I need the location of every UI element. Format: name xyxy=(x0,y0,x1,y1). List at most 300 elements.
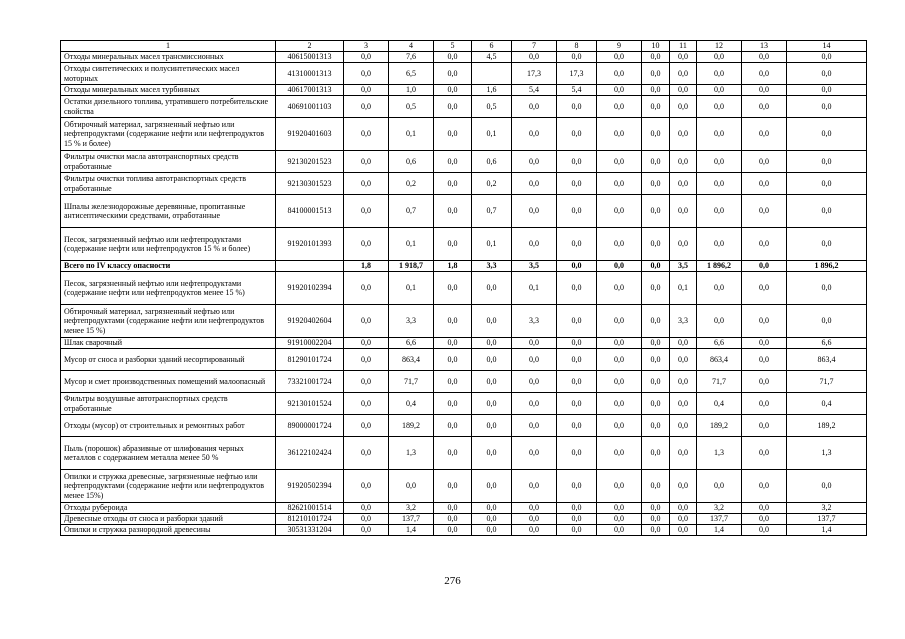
value-cell: 0,0 xyxy=(557,228,597,261)
value-cell: 0,0 xyxy=(512,437,557,470)
value-cell: 0,0 xyxy=(742,393,787,415)
value-cell: 0,0 xyxy=(597,525,642,536)
value-cell: 0,0 xyxy=(344,52,389,63)
value-cell: 0,0 xyxy=(472,349,512,371)
waste-name-cell: Шпалы железнодорожные деревянные, пропитанные антисептическими средствами, отработанные xyxy=(61,195,276,228)
value-cell: 0,1 xyxy=(389,228,434,261)
value-cell: 1,3 xyxy=(787,437,867,470)
value-cell: 1,3 xyxy=(389,437,434,470)
value-cell: 0,0 xyxy=(512,228,557,261)
value-cell: 0,1 xyxy=(472,228,512,261)
value-cell: 0,0 xyxy=(434,96,472,118)
value-cell: 0,0 xyxy=(670,63,697,85)
value-cell: 0,0 xyxy=(472,514,512,525)
value-cell: 0,0 xyxy=(742,85,787,96)
value-cell: 17,3 xyxy=(557,63,597,85)
waste-code-cell: 89000001724 xyxy=(276,415,344,437)
waste-code-cell: 40615001313 xyxy=(276,52,344,63)
value-cell: 0,0 xyxy=(472,415,512,437)
value-cell: 0,0 xyxy=(512,338,557,349)
value-cell: 5,4 xyxy=(512,85,557,96)
value-cell: 0,0 xyxy=(742,470,787,503)
value-cell: 0,0 xyxy=(642,393,670,415)
value-cell: 0,0 xyxy=(742,96,787,118)
value-cell: 0,0 xyxy=(557,371,597,393)
value-cell: 71,7 xyxy=(389,371,434,393)
value-cell: 0,0 xyxy=(670,118,697,151)
value-cell: 0,0 xyxy=(670,195,697,228)
value-cell: 0,0 xyxy=(557,470,597,503)
value-cell: 0,0 xyxy=(434,415,472,437)
value-cell: 0,0 xyxy=(642,470,670,503)
waste-code-cell: 92130301523 xyxy=(276,173,344,195)
value-cell: 0,0 xyxy=(434,228,472,261)
value-cell: 0,1 xyxy=(472,118,512,151)
value-cell: 0,0 xyxy=(344,228,389,261)
value-cell: 0,0 xyxy=(642,338,670,349)
value-cell: 0,0 xyxy=(670,173,697,195)
value-cell: 0,0 xyxy=(642,305,670,338)
waste-name-cell: Фильтры воздушные автотранспортных средств отработанные xyxy=(61,393,276,415)
waste-name-cell: Опилки и стружка разнородной древесины xyxy=(61,525,276,536)
value-cell: 0,0 xyxy=(787,195,867,228)
value-cell: 0,0 xyxy=(389,470,434,503)
value-cell: 0,0 xyxy=(642,52,670,63)
value-cell: 0,0 xyxy=(597,96,642,118)
value-cell: 0,1 xyxy=(512,272,557,305)
table-row xyxy=(61,415,867,437)
waste-code-cell: 91920401603 xyxy=(276,118,344,151)
value-cell: 0,0 xyxy=(697,118,742,151)
value-cell: 0,0 xyxy=(557,173,597,195)
value-cell: 0,0 xyxy=(557,415,597,437)
value-cell: 137,7 xyxy=(389,514,434,525)
column-number: 5 xyxy=(434,41,472,52)
value-cell: 0,0 xyxy=(344,85,389,96)
table-row xyxy=(61,85,867,96)
value-cell: 0,0 xyxy=(742,261,787,272)
value-cell: 0,0 xyxy=(344,118,389,151)
value-cell: 3,3 xyxy=(472,261,512,272)
value-cell: 0,0 xyxy=(742,371,787,393)
waste-code-cell: 84100001513 xyxy=(276,195,344,228)
value-cell: 0,0 xyxy=(670,437,697,470)
value-cell: 0,0 xyxy=(642,371,670,393)
value-cell: 0,0 xyxy=(642,195,670,228)
value-cell: 0,0 xyxy=(597,52,642,63)
value-cell: 1,3 xyxy=(697,437,742,470)
value-cell: 3,3 xyxy=(670,305,697,338)
value-cell: 0,0 xyxy=(742,52,787,63)
value-cell: 0,0 xyxy=(597,514,642,525)
value-cell: 0,0 xyxy=(512,393,557,415)
table-row xyxy=(61,393,867,415)
value-cell: 863,4 xyxy=(389,349,434,371)
value-cell: 6,6 xyxy=(389,338,434,349)
value-cell: 0,0 xyxy=(344,272,389,305)
waste-name-cell: Отходы синтетических и полусинтетических масел моторных xyxy=(61,63,276,85)
value-cell: 0,0 xyxy=(557,195,597,228)
value-cell: 0,0 xyxy=(697,96,742,118)
value-cell: 189,2 xyxy=(697,415,742,437)
column-number: 1 xyxy=(61,41,276,52)
value-cell: 3,2 xyxy=(389,503,434,514)
value-cell: 0,0 xyxy=(787,52,867,63)
value-cell: 0,0 xyxy=(434,514,472,525)
value-cell: 0,0 xyxy=(642,151,670,173)
value-cell: 0,0 xyxy=(742,151,787,173)
value-cell: 0,0 xyxy=(434,151,472,173)
value-cell: 1,8 xyxy=(344,261,389,272)
waste-code-cell xyxy=(276,261,344,272)
table-row xyxy=(61,470,867,503)
value-cell: 0,0 xyxy=(344,338,389,349)
table-row xyxy=(61,96,867,118)
value-cell: 0,6 xyxy=(472,151,512,173)
value-cell: 3,5 xyxy=(670,261,697,272)
value-cell: 0,0 xyxy=(344,349,389,371)
column-number: 9 xyxy=(597,41,642,52)
value-cell: 0,4 xyxy=(697,393,742,415)
value-cell: 0,0 xyxy=(670,151,697,173)
value-cell: 0,0 xyxy=(434,272,472,305)
value-cell: 0,0 xyxy=(742,437,787,470)
value-cell: 0,0 xyxy=(697,52,742,63)
waste-code-cell: 91920101393 xyxy=(276,228,344,261)
value-cell: 0,0 xyxy=(697,151,742,173)
value-cell: 0,0 xyxy=(787,96,867,118)
value-cell: 0,0 xyxy=(642,85,670,96)
value-cell: 0,0 xyxy=(472,371,512,393)
value-cell: 0,0 xyxy=(742,272,787,305)
value-cell: 0,0 xyxy=(597,415,642,437)
column-number: 10 xyxy=(642,41,670,52)
value-cell: 0,0 xyxy=(787,118,867,151)
value-cell: 0,0 xyxy=(670,228,697,261)
value-cell: 0,0 xyxy=(787,272,867,305)
value-cell: 0,0 xyxy=(670,503,697,514)
waste-name-cell: Отходы рубероида xyxy=(61,503,276,514)
waste-name-cell: Опилки и стружка древесные, загрязненные нефтью или нефтепродуктами (содержание нефти или нефтепродуктов менее 15%) xyxy=(61,470,276,503)
value-cell: 0,0 xyxy=(742,195,787,228)
value-cell: 0,0 xyxy=(344,96,389,118)
value-cell: 0,0 xyxy=(512,96,557,118)
value-cell: 0,0 xyxy=(597,85,642,96)
value-cell: 3,3 xyxy=(512,305,557,338)
value-cell: 6,5 xyxy=(389,63,434,85)
value-cell: 4,5 xyxy=(472,52,512,63)
value-cell: 0,0 xyxy=(642,525,670,536)
value-cell: 0,0 xyxy=(512,514,557,525)
waste-name-cell: Всего по IV классу опасности xyxy=(61,261,276,272)
value-cell: 0,5 xyxy=(389,96,434,118)
value-cell: 0,0 xyxy=(597,261,642,272)
waste-code-cell: 40691001103 xyxy=(276,96,344,118)
value-cell: 71,7 xyxy=(697,371,742,393)
value-cell: 0,0 xyxy=(434,503,472,514)
value-cell: 0,0 xyxy=(597,338,642,349)
value-cell: 0,0 xyxy=(670,525,697,536)
value-cell: 189,2 xyxy=(787,415,867,437)
waste-name-cell: Песок, загрязненный нефтью или нефтепродуктами (содержание нефти или нефтепродуктов 15 % и более) xyxy=(61,228,276,261)
waste-name-cell: Обтирочный материал, загрязненный нефтью или нефтепродуктами (содержание нефти или нефтепродуктов менее 15 %) xyxy=(61,305,276,338)
value-cell: 0,0 xyxy=(742,173,787,195)
waste-code-cell: 81210101724 xyxy=(276,514,344,525)
value-cell: 0,4 xyxy=(787,393,867,415)
value-cell: 0,0 xyxy=(512,525,557,536)
value-cell: 0,0 xyxy=(344,437,389,470)
table-row xyxy=(61,195,867,228)
value-cell: 0,0 xyxy=(344,173,389,195)
value-cell: 0,0 xyxy=(557,118,597,151)
value-cell: 17,3 xyxy=(512,63,557,85)
value-cell: 0,0 xyxy=(742,118,787,151)
value-cell: 1,4 xyxy=(389,525,434,536)
table-row xyxy=(61,371,867,393)
waste-name-cell: Древесные отходы от сноса и разборки зданий xyxy=(61,514,276,525)
value-cell: 0,0 xyxy=(472,393,512,415)
value-cell: 0,7 xyxy=(472,195,512,228)
waste-name-cell: Отходы минеральных масел трансмиссионных xyxy=(61,52,276,63)
value-cell: 0,0 xyxy=(344,63,389,85)
value-cell: 0,0 xyxy=(344,371,389,393)
value-cell: 0,0 xyxy=(512,503,557,514)
value-cell: 0,0 xyxy=(742,63,787,85)
value-cell: 0,0 xyxy=(697,173,742,195)
value-cell: 0,0 xyxy=(597,371,642,393)
value-cell: 0,0 xyxy=(597,470,642,503)
waste-code-cell: 41310001313 xyxy=(276,63,344,85)
waste-code-cell: 91920102394 xyxy=(276,272,344,305)
value-cell: 0,0 xyxy=(557,272,597,305)
column-number: 11 xyxy=(670,41,697,52)
waste-name-cell: Мусор от сноса и разборки зданий несортированный xyxy=(61,349,276,371)
value-cell: 0,0 xyxy=(472,305,512,338)
value-cell: 0,0 xyxy=(344,525,389,536)
value-cell: 0,0 xyxy=(472,470,512,503)
value-cell: 0,0 xyxy=(434,338,472,349)
value-cell: 0,0 xyxy=(642,118,670,151)
waste-code-cell: 81290101724 xyxy=(276,349,344,371)
value-cell xyxy=(472,63,512,85)
value-cell: 0,0 xyxy=(670,415,697,437)
value-cell: 0,0 xyxy=(344,470,389,503)
waste-code-cell: 82621001514 xyxy=(276,503,344,514)
value-cell: 0,0 xyxy=(670,371,697,393)
value-cell: 0,0 xyxy=(742,349,787,371)
value-cell: 1 896,2 xyxy=(787,261,867,272)
value-cell: 6,6 xyxy=(787,338,867,349)
value-cell: 0,0 xyxy=(642,63,670,85)
value-cell: 0,0 xyxy=(344,305,389,338)
table-row xyxy=(61,514,867,525)
value-cell: 0,0 xyxy=(434,63,472,85)
column-number: 8 xyxy=(557,41,597,52)
value-cell: 0,0 xyxy=(472,503,512,514)
value-cell: 6,6 xyxy=(697,338,742,349)
column-number: 4 xyxy=(389,41,434,52)
value-cell: 0,0 xyxy=(642,173,670,195)
value-cell: 0,0 xyxy=(742,415,787,437)
value-cell: 0,0 xyxy=(642,96,670,118)
value-cell: 0,0 xyxy=(742,338,787,349)
value-cell: 0,0 xyxy=(670,393,697,415)
value-cell: 0,0 xyxy=(344,415,389,437)
value-cell: 0,0 xyxy=(670,349,697,371)
value-cell: 0,0 xyxy=(597,272,642,305)
column-number: 12 xyxy=(697,41,742,52)
value-cell: 0,0 xyxy=(670,514,697,525)
value-cell: 0,1 xyxy=(389,272,434,305)
waste-name-cell: Шлак сварочный xyxy=(61,338,276,349)
value-cell: 0,0 xyxy=(472,272,512,305)
value-cell: 0,0 xyxy=(344,195,389,228)
value-cell: 1,4 xyxy=(697,525,742,536)
value-cell: 0,0 xyxy=(642,272,670,305)
value-cell: 0,0 xyxy=(787,228,867,261)
value-cell: 0,0 xyxy=(512,470,557,503)
value-cell: 0,0 xyxy=(642,415,670,437)
value-cell: 0,0 xyxy=(787,63,867,85)
table-row xyxy=(61,173,867,195)
value-cell: 0,7 xyxy=(389,195,434,228)
value-cell: 1,4 xyxy=(787,525,867,536)
waste-code-cell: 91910002204 xyxy=(276,338,344,349)
value-cell: 0,0 xyxy=(557,305,597,338)
value-cell: 0,0 xyxy=(344,393,389,415)
value-cell: 0,0 xyxy=(512,173,557,195)
waste-name-cell: Песок, загрязненный нефтью или нефтепродуктами (содержание нефти или нефтепродуктов менее 15 %) xyxy=(61,272,276,305)
waste-name-cell: Фильтры очистки топлива автотранспортных средств отработанные xyxy=(61,173,276,195)
table-row xyxy=(61,437,867,470)
value-cell: 0,0 xyxy=(697,63,742,85)
value-cell: 0,0 xyxy=(642,503,670,514)
value-cell: 0,0 xyxy=(597,195,642,228)
value-cell: 0,2 xyxy=(389,173,434,195)
value-cell: 0,0 xyxy=(512,118,557,151)
value-cell: 0,0 xyxy=(434,173,472,195)
value-cell: 3,2 xyxy=(787,503,867,514)
value-cell: 1,6 xyxy=(472,85,512,96)
waste-code-cell: 36122102424 xyxy=(276,437,344,470)
value-cell: 0,0 xyxy=(670,85,697,96)
value-cell: 0,0 xyxy=(597,393,642,415)
value-cell: 0,0 xyxy=(512,349,557,371)
value-cell: 3,5 xyxy=(512,261,557,272)
value-cell: 0,0 xyxy=(557,349,597,371)
value-cell: 0,0 xyxy=(742,503,787,514)
column-number: 13 xyxy=(742,41,787,52)
value-cell: 5,4 xyxy=(557,85,597,96)
waste-name-cell: Обтирочный материал, загрязненный нефтью или нефтепродуктами (содержание нефти или нефтепродуктов 15 % и более) xyxy=(61,118,276,151)
waste-name-cell: Отходы (мусор) от строительных и ремонтных работ xyxy=(61,415,276,437)
column-number: 7 xyxy=(512,41,557,52)
value-cell: 0,0 xyxy=(472,525,512,536)
waste-table xyxy=(60,40,867,536)
value-cell: 137,7 xyxy=(787,514,867,525)
waste-name-cell: Пыль (порошок) абразивные от шлифования черных металлов с содержанием металла менее 50 % xyxy=(61,437,276,470)
value-cell: 0,2 xyxy=(472,173,512,195)
column-number-row xyxy=(61,41,867,52)
value-cell: 0,0 xyxy=(697,305,742,338)
value-cell: 0,0 xyxy=(697,470,742,503)
value-cell: 0,0 xyxy=(787,470,867,503)
value-cell: 0,0 xyxy=(597,118,642,151)
value-cell: 0,0 xyxy=(642,437,670,470)
table-row xyxy=(61,52,867,63)
table-row xyxy=(61,525,867,536)
column-number: 2 xyxy=(276,41,344,52)
value-cell: 0,0 xyxy=(557,437,597,470)
value-cell: 0,0 xyxy=(670,52,697,63)
value-cell: 7,6 xyxy=(389,52,434,63)
value-cell: 0,0 xyxy=(787,151,867,173)
value-cell: 0,0 xyxy=(557,52,597,63)
value-cell: 0,0 xyxy=(787,173,867,195)
value-cell: 1 918,7 xyxy=(389,261,434,272)
value-cell: 0,0 xyxy=(434,195,472,228)
column-number: 14 xyxy=(787,41,867,52)
value-cell: 0,0 xyxy=(557,261,597,272)
table-row xyxy=(61,63,867,85)
value-cell: 0,0 xyxy=(557,525,597,536)
value-cell: 189,2 xyxy=(389,415,434,437)
waste-name-cell: Отходы минеральных масел турбинных xyxy=(61,85,276,96)
table-row xyxy=(61,503,867,514)
value-cell: 0,0 xyxy=(697,272,742,305)
value-cell: 0,0 xyxy=(670,338,697,349)
value-cell: 0,0 xyxy=(597,228,642,261)
column-number: 6 xyxy=(472,41,512,52)
value-cell: 863,4 xyxy=(787,349,867,371)
value-cell: 71,7 xyxy=(787,371,867,393)
value-cell: 863,4 xyxy=(697,349,742,371)
value-cell: 0,0 xyxy=(597,437,642,470)
value-cell: 0,0 xyxy=(742,514,787,525)
value-cell: 0,0 xyxy=(434,525,472,536)
table-row xyxy=(61,228,867,261)
waste-code-cell: 73321001724 xyxy=(276,371,344,393)
value-cell: 0,0 xyxy=(434,85,472,96)
value-cell: 0,0 xyxy=(344,151,389,173)
value-cell: 0,0 xyxy=(557,338,597,349)
value-cell: 1,8 xyxy=(434,261,472,272)
value-cell: 0,0 xyxy=(557,514,597,525)
value-cell: 0,0 xyxy=(557,96,597,118)
value-cell: 0,0 xyxy=(434,305,472,338)
table-row xyxy=(61,338,867,349)
table-row xyxy=(61,118,867,151)
value-cell: 0,0 xyxy=(597,503,642,514)
waste-code-cell: 30531331204 xyxy=(276,525,344,536)
value-cell: 0,0 xyxy=(434,52,472,63)
value-cell: 0,0 xyxy=(434,118,472,151)
value-cell: 0,0 xyxy=(557,151,597,173)
value-cell: 0,0 xyxy=(742,228,787,261)
value-cell: 3,2 xyxy=(697,503,742,514)
value-cell: 0,6 xyxy=(389,151,434,173)
value-cell: 137,7 xyxy=(697,514,742,525)
value-cell: 0,0 xyxy=(434,349,472,371)
total-row xyxy=(61,261,867,272)
value-cell: 0,0 xyxy=(670,96,697,118)
value-cell: 0,0 xyxy=(434,470,472,503)
value-cell: 0,0 xyxy=(472,338,512,349)
value-cell: 0,0 xyxy=(597,63,642,85)
table-body xyxy=(61,41,867,536)
value-cell: 0,0 xyxy=(597,173,642,195)
value-cell: 0,1 xyxy=(389,118,434,151)
